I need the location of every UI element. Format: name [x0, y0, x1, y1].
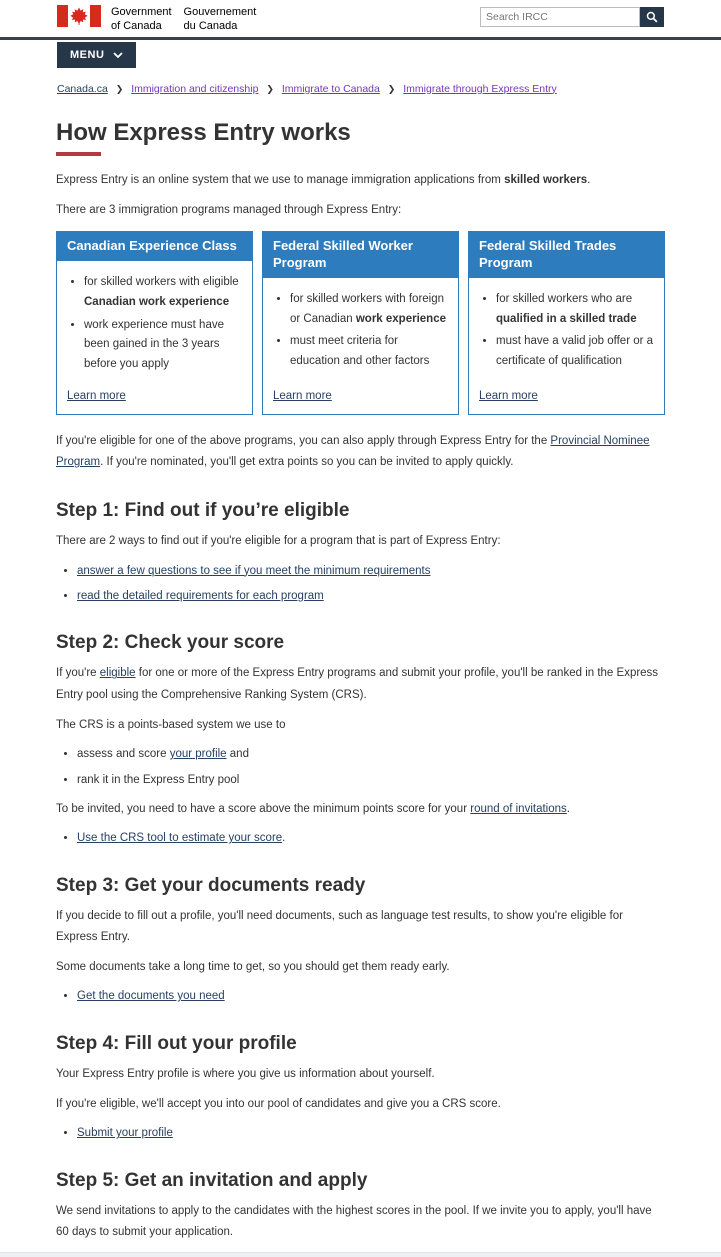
breadcrumb-link-immigrate-canada[interactable]: Immigrate to Canada	[281, 82, 380, 95]
card-bullet-text: for skilled workers with foreign or Canadian	[290, 292, 445, 325]
card-bullet	[84, 273, 242, 313]
chevron-down-icon	[113, 52, 123, 58]
submit-profile-link[interactable]: Submit your profile	[77, 1127, 173, 1140]
list-item	[77, 587, 665, 605]
step-2-section	[56, 632, 665, 847]
pnp-text: If you're eligible for one of the above programs, you can also apply through Express Entry for the	[56, 434, 551, 447]
detailed-requirements-link[interactable]: read the detailed requirements for each program	[77, 590, 324, 603]
breadcrumb-separator: ❯	[266, 83, 274, 94]
card-title: Federal Skilled Worker Program	[263, 232, 458, 278]
answer-questions-link[interactable]: answer a few questions to see if you meet the minimum requirements	[77, 564, 431, 577]
step-1-heading: Step 1: Find out if you’re eligible	[56, 500, 350, 522]
card-body	[469, 278, 664, 414]
footer-strip	[0, 1252, 721, 1257]
card-bullet	[496, 290, 654, 330]
list-item	[77, 562, 665, 580]
menu-button-label: MENU	[70, 48, 105, 61]
breadcrumb	[57, 83, 664, 95]
card-federal-skilled-worker	[262, 231, 459, 415]
list-item	[77, 745, 665, 763]
intro-text-end: .	[587, 173, 591, 186]
canada-flag-icon	[57, 5, 101, 27]
step-2-paragraph-1	[56, 663, 665, 706]
round-of-invitations-link[interactable]: round of invitations	[470, 803, 567, 815]
crs-tool-link[interactable]: Use the CRS tool to estimate your score	[77, 832, 283, 845]
step-4-paragraph-2: If you're eligible, we'll accept you into our pool of candidates and give you a CRS score.	[56, 1098, 501, 1111]
step-2-heading: Step 2: Check your score	[56, 632, 285, 654]
wordmark-english: Government of Canada	[111, 6, 172, 33]
intro-text: Express Entry is an online system that we use to manage immigration applications from	[56, 173, 505, 186]
main-content	[56, 119, 665, 1244]
pnp-paragraph	[56, 431, 665, 474]
provincial-nominee-program-link[interactable]: Provincial Nominee Program	[56, 434, 650, 469]
list-item	[77, 987, 665, 1005]
list-item	[77, 829, 665, 847]
breadcrumb-link-immigration[interactable]: Immigration and citizenship	[131, 82, 259, 95]
card-canadian-experience-class	[56, 231, 253, 415]
breadcrumb-link-express-entry[interactable]: Immigrate through Express Entry	[403, 82, 557, 95]
card-bullet: • must have a valid job offer or a certificate of qualification	[496, 332, 654, 372]
pnp-text-end: . If you're nominated, you'll get extra points so you can be invited to apply quickly.	[100, 456, 514, 469]
step-5-heading: Step 5: Get an invitation and apply	[56, 1169, 368, 1191]
search-icon	[646, 11, 658, 23]
step-5-paragraph-1: We send invitations to apply to the candidates with the highest scores in the pool. If we invite you to apply, you'll have 60 days to submit your application.	[56, 1204, 652, 1239]
step-2-paragraph-3	[56, 799, 665, 820]
step-3-paragraph-1: If you decide to fill out a profile, you'll need documents, such as language test results, to show you're eligible for Express Entry.	[56, 909, 623, 943]
card-title: Canadian Experience Class	[57, 232, 252, 261]
card-bullet-text: for skilled workers with eligible	[84, 276, 239, 289]
card-bullet-text: for skilled workers who are	[496, 292, 633, 305]
card-bullet: • work experience must have been gained in the 3 years before you apply	[84, 316, 242, 375]
card-federal-skilled-trades	[468, 231, 665, 415]
eligible-link[interactable]: eligible	[99, 667, 136, 680]
list-item: • rank it in the Express Entry pool	[77, 771, 665, 789]
step-3-heading: Step 3: Get your documents ready	[56, 874, 366, 896]
intro-paragraph	[56, 170, 665, 191]
card-body	[263, 278, 458, 414]
step-2-text-end: for one or more of the Express Entry programs and submit your profile, you'll be ranked in the Express Entry pool using the Comprehensive Ranking System (CRS).	[56, 667, 659, 701]
step-2-paragraph-2: The CRS is a points-based system we use to	[56, 718, 286, 731]
search-button[interactable]	[640, 7, 664, 27]
card-title: Federal Skilled Trades Program	[469, 232, 664, 278]
programs-lead: There are 3 immigration programs managed through Express Entry:	[56, 203, 402, 216]
program-cards	[56, 231, 665, 415]
breadcrumb-separator: ❯	[387, 83, 396, 94]
bullet-text: assess and score	[77, 748, 170, 761]
bullet-text-end: and	[226, 748, 249, 761]
step-2-text: If you're	[56, 667, 100, 680]
step-4-heading: Step 4: Fill out your profile	[56, 1032, 297, 1054]
site-header	[0, 0, 721, 37]
breadcrumb-link-canada-ca[interactable]: Canada.ca	[57, 82, 108, 95]
step-5-section	[56, 1170, 665, 1244]
get-documents-link[interactable]: Get the documents you need	[77, 990, 225, 1003]
card-bullet: • must meet criteria for education and other factors	[290, 332, 448, 372]
card-bullet-bold: work experience	[355, 312, 446, 325]
list-item	[77, 1124, 665, 1142]
learn-more-link[interactable]: Learn more	[479, 389, 538, 402]
step-4-section	[56, 1033, 665, 1143]
step-2-text: To be invited, you need to have a score above the minimum points score for your	[56, 803, 471, 815]
site-wordmark	[111, 5, 256, 34]
breadcrumb-separator: ❯	[115, 83, 124, 94]
step-3-paragraph-2: Some documents take a long time to get, so you should get them ready early.	[56, 961, 450, 974]
card-body	[57, 261, 252, 414]
government-of-canada-logo[interactable]	[57, 5, 256, 34]
card-bullet-bold: Canadian work experience	[84, 295, 230, 308]
your-profile-link[interactable]: your profile	[169, 748, 227, 761]
page-title: How Express Entry works	[56, 118, 351, 146]
card-bullet	[290, 290, 448, 330]
step-2-text-end: .	[566, 803, 570, 815]
search-form	[480, 7, 664, 27]
menu-button[interactable]	[57, 42, 136, 68]
step-1-section	[56, 500, 665, 605]
step-3-section	[56, 875, 665, 1006]
title-accent-bar	[56, 152, 101, 156]
step-1-lead: There are 2 ways to find out if you're eligible for a program that is part of Express Entry:	[56, 535, 501, 548]
card-bullet-bold: qualified in a skilled trade	[496, 312, 637, 325]
menu-bar	[0, 40, 721, 68]
search-input[interactable]	[480, 7, 640, 27]
step-4-paragraph-1: Your Express Entry profile is where you give us information about yourself.	[56, 1067, 435, 1080]
bullet-text-end: .	[282, 832, 286, 845]
wordmark-french: Gouvernement du Canada	[183, 6, 257, 33]
learn-more-link[interactable]: Learn more	[67, 389, 126, 402]
intro-bold-text: skilled workers	[504, 173, 588, 186]
learn-more-link[interactable]: Learn more	[273, 389, 332, 402]
